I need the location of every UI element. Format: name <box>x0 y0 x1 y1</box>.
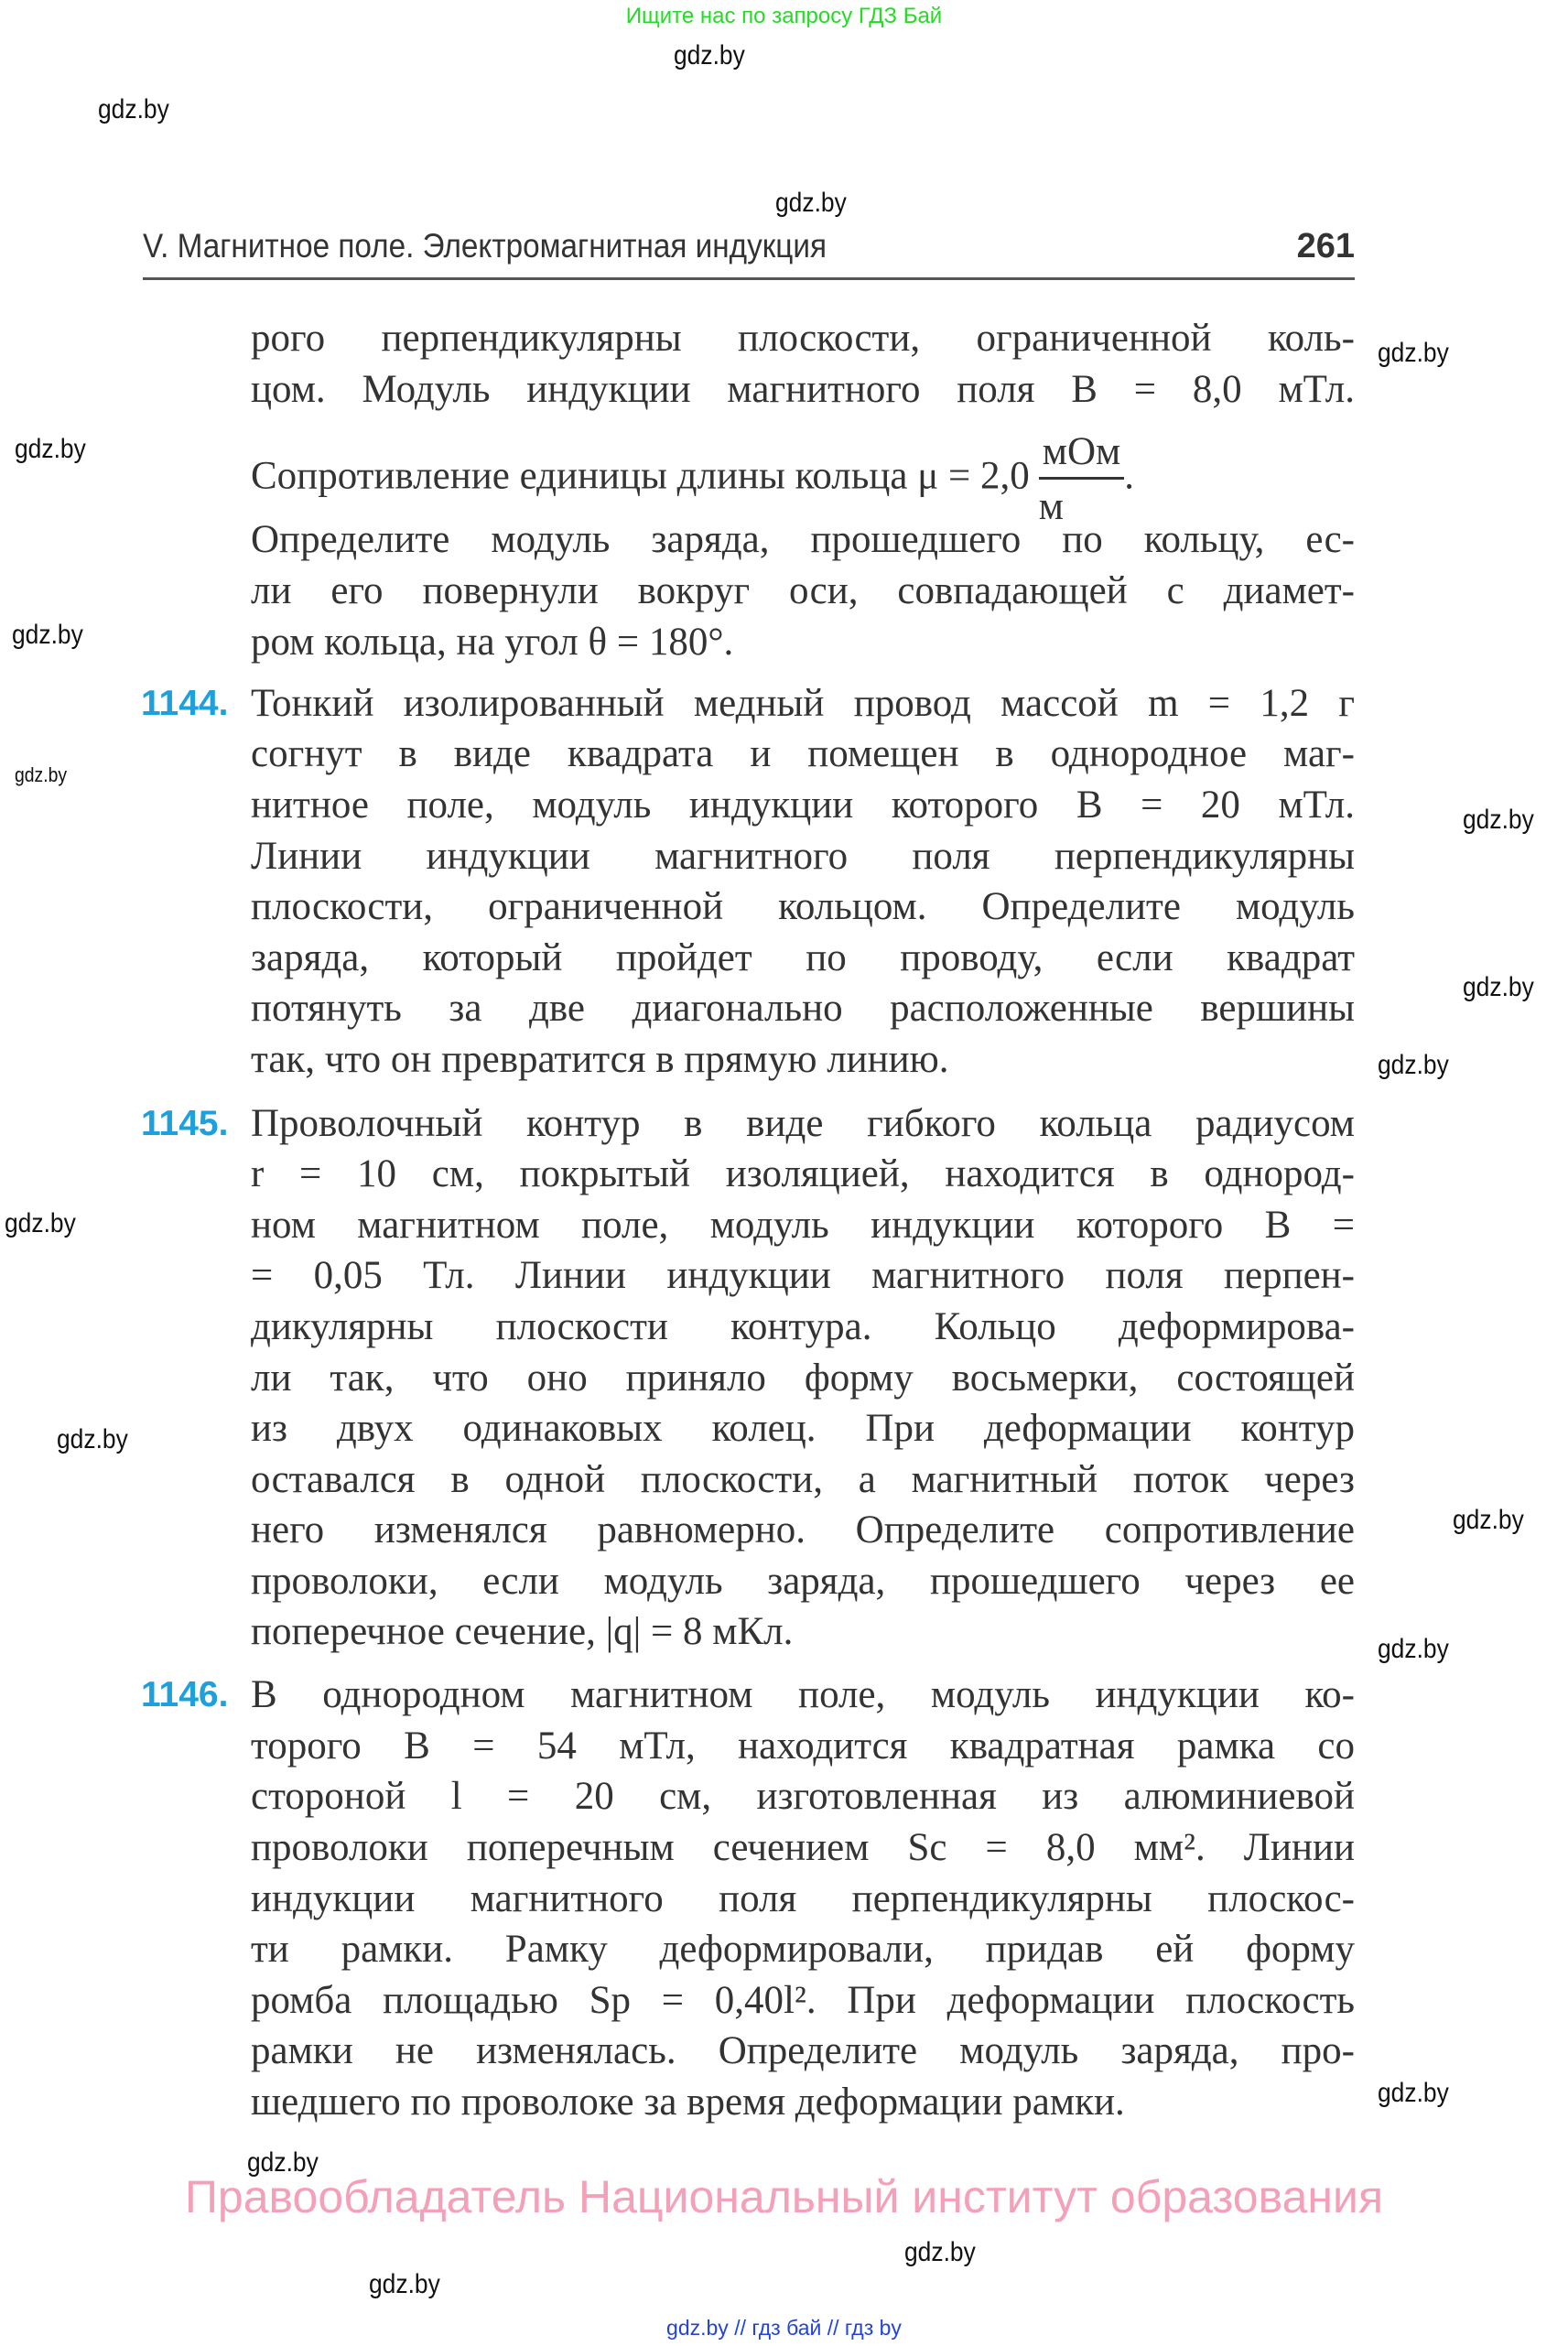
problem-number: 1144. <box>141 683 229 723</box>
chapter-title: V. Магнитное поле. Электромагнитная индукция <box>143 227 827 265</box>
page-number: 261 <box>1296 227 1355 265</box>
text-line-fraction <box>251 430 1355 528</box>
unit-fraction <box>1039 432 1124 526</box>
watermark: gdz.by <box>775 187 848 218</box>
watermark: gdz.by <box>1463 972 1535 1003</box>
text-line: ли его повернули вокруг оси, совпадающей с диамет- <box>251 569 1355 612</box>
watermark: gdz.by <box>97 94 169 125</box>
text-line: рого перпендикулярны плоскости, ограниченной коль- <box>251 317 1355 360</box>
problem-number: 1145. <box>141 1103 229 1143</box>
watermark: gdz.by <box>12 620 83 650</box>
text-line: ром кольца, на угол θ = 180°. <box>251 621 734 664</box>
text-line: ромба площадью Sр = 0,40l². При деформации плоскость <box>251 1978 1355 2022</box>
fraction-numerator: мОм <box>1039 432 1124 480</box>
watermark: gdz.by <box>1377 1634 1449 1665</box>
watermark: gdz.by <box>1377 1050 1449 1081</box>
text-line: него изменялся равномерно. Определите сопротивление <box>251 1508 1355 1552</box>
watermark: gdz.by <box>674 40 745 71</box>
text-line: потянуть за две диагонально расположенные вершины <box>251 987 1355 1031</box>
text-line: нитное поле, модуль индукции которого B = 20 мТл. <box>251 783 1355 827</box>
watermark: gdz.by <box>57 1423 129 1454</box>
watermark: gdz.by <box>369 2268 441 2299</box>
copyright-notice: Правообладатель Национальный институт образования <box>184 2171 1384 2222</box>
header-divider <box>143 277 1355 280</box>
text-line: Тонкий изолированный медный провод массой m = 1,2 г <box>251 681 1355 725</box>
text-line: проволоки поперечным сечением Sс = 8,0 мм². Линии <box>251 1826 1355 1870</box>
text-line: рамки не изменялась. Определите модуль заряда, про- <box>251 2029 1355 2073</box>
watermark: gdz.by <box>1377 337 1449 368</box>
text-line: цом. Модуль индукции магнитного поля B = 8,0 мТл. <box>251 368 1355 411</box>
text-line: Проволочный контур в виде гибкого кольца радиусом <box>251 1101 1355 1145</box>
text-line: = 0,05 Тл. Линии индукции магнитного поля перпен- <box>251 1254 1355 1298</box>
running-header <box>143 227 1355 273</box>
text-line: Линии индукции магнитного поля перпендикулярны <box>251 834 1355 878</box>
text-line: заряда, который пройдет по проводу, если квадрат <box>251 935 1355 979</box>
watermark: gdz.by <box>247 2146 319 2178</box>
watermark: gdz.by <box>15 433 87 464</box>
fraction-denominator: м <box>1038 485 1064 528</box>
top-note: Ищите нас по запросу ГДЗ Бай <box>625 4 943 28</box>
text-line: дикулярны плоскости контура. Кольцо деформирова- <box>251 1305 1355 1349</box>
text-line: шедшего по проволоке за время деформации рамки. <box>251 2080 1125 2124</box>
fraction-period: . <box>1124 454 1134 498</box>
text-line: из двух одинаковых колец. При деформации контур <box>251 1407 1355 1451</box>
text-line: r = 10 см, покрытый изоляцией, находится в однород- <box>251 1152 1355 1196</box>
watermark: gdz.by <box>1463 804 1535 835</box>
footer-links[interactable]: gdz.by // гдз бай // гдз by <box>666 2316 902 2340</box>
text-line: проволоки, если модуль заряда, прошедшего через ее <box>251 1559 1355 1603</box>
text-line: Определите модуль заряда, прошедшего по кольцу, ес- <box>251 518 1355 561</box>
text-line: так, что он превратится в прямую линию. <box>251 1037 949 1081</box>
text-line: поперечное сечение, |q| = 8 мКл. <box>251 1610 794 1654</box>
text-line: В однородном магнитном поле, модуль индукции ко- <box>251 1673 1355 1717</box>
fraction-line-text: Сопротивление единицы длины кольца μ = 2,0 <box>251 454 1030 498</box>
text-line: ти рамки. Рамку деформировали, придав ей форму <box>251 1928 1355 1972</box>
text-line: стороной l = 20 см, изготовленная из алюминиевой <box>251 1775 1355 1819</box>
watermark: gdz.by <box>904 2237 977 2268</box>
watermark: gdz.by <box>1452 1505 1524 1536</box>
watermark: gdz.by <box>4 1207 76 1238</box>
text-line: оставался в одной плоскости, а магнитный поток через <box>251 1457 1355 1501</box>
text-line: ли так, что оно приняло форму восьмерки, состоящей <box>251 1356 1355 1400</box>
watermark: gdz.by <box>15 763 68 787</box>
text-line: плоскости, ограниченной кольцом. Определите модуль <box>251 885 1355 929</box>
problem-number: 1146. <box>141 1675 229 1715</box>
text-line: торого B = 54 мТл, находится квадратная рамка со <box>251 1724 1355 1768</box>
text-line: индукции магнитного поля перпендикулярны плоскос- <box>251 1876 1355 1920</box>
text-line: согнут в виде квадрата и помещен в однородное маг- <box>251 732 1355 776</box>
text-line: ном магнитном поле, модуль индукции которого B = <box>251 1203 1355 1247</box>
watermark: gdz.by <box>1377 2078 1449 2109</box>
